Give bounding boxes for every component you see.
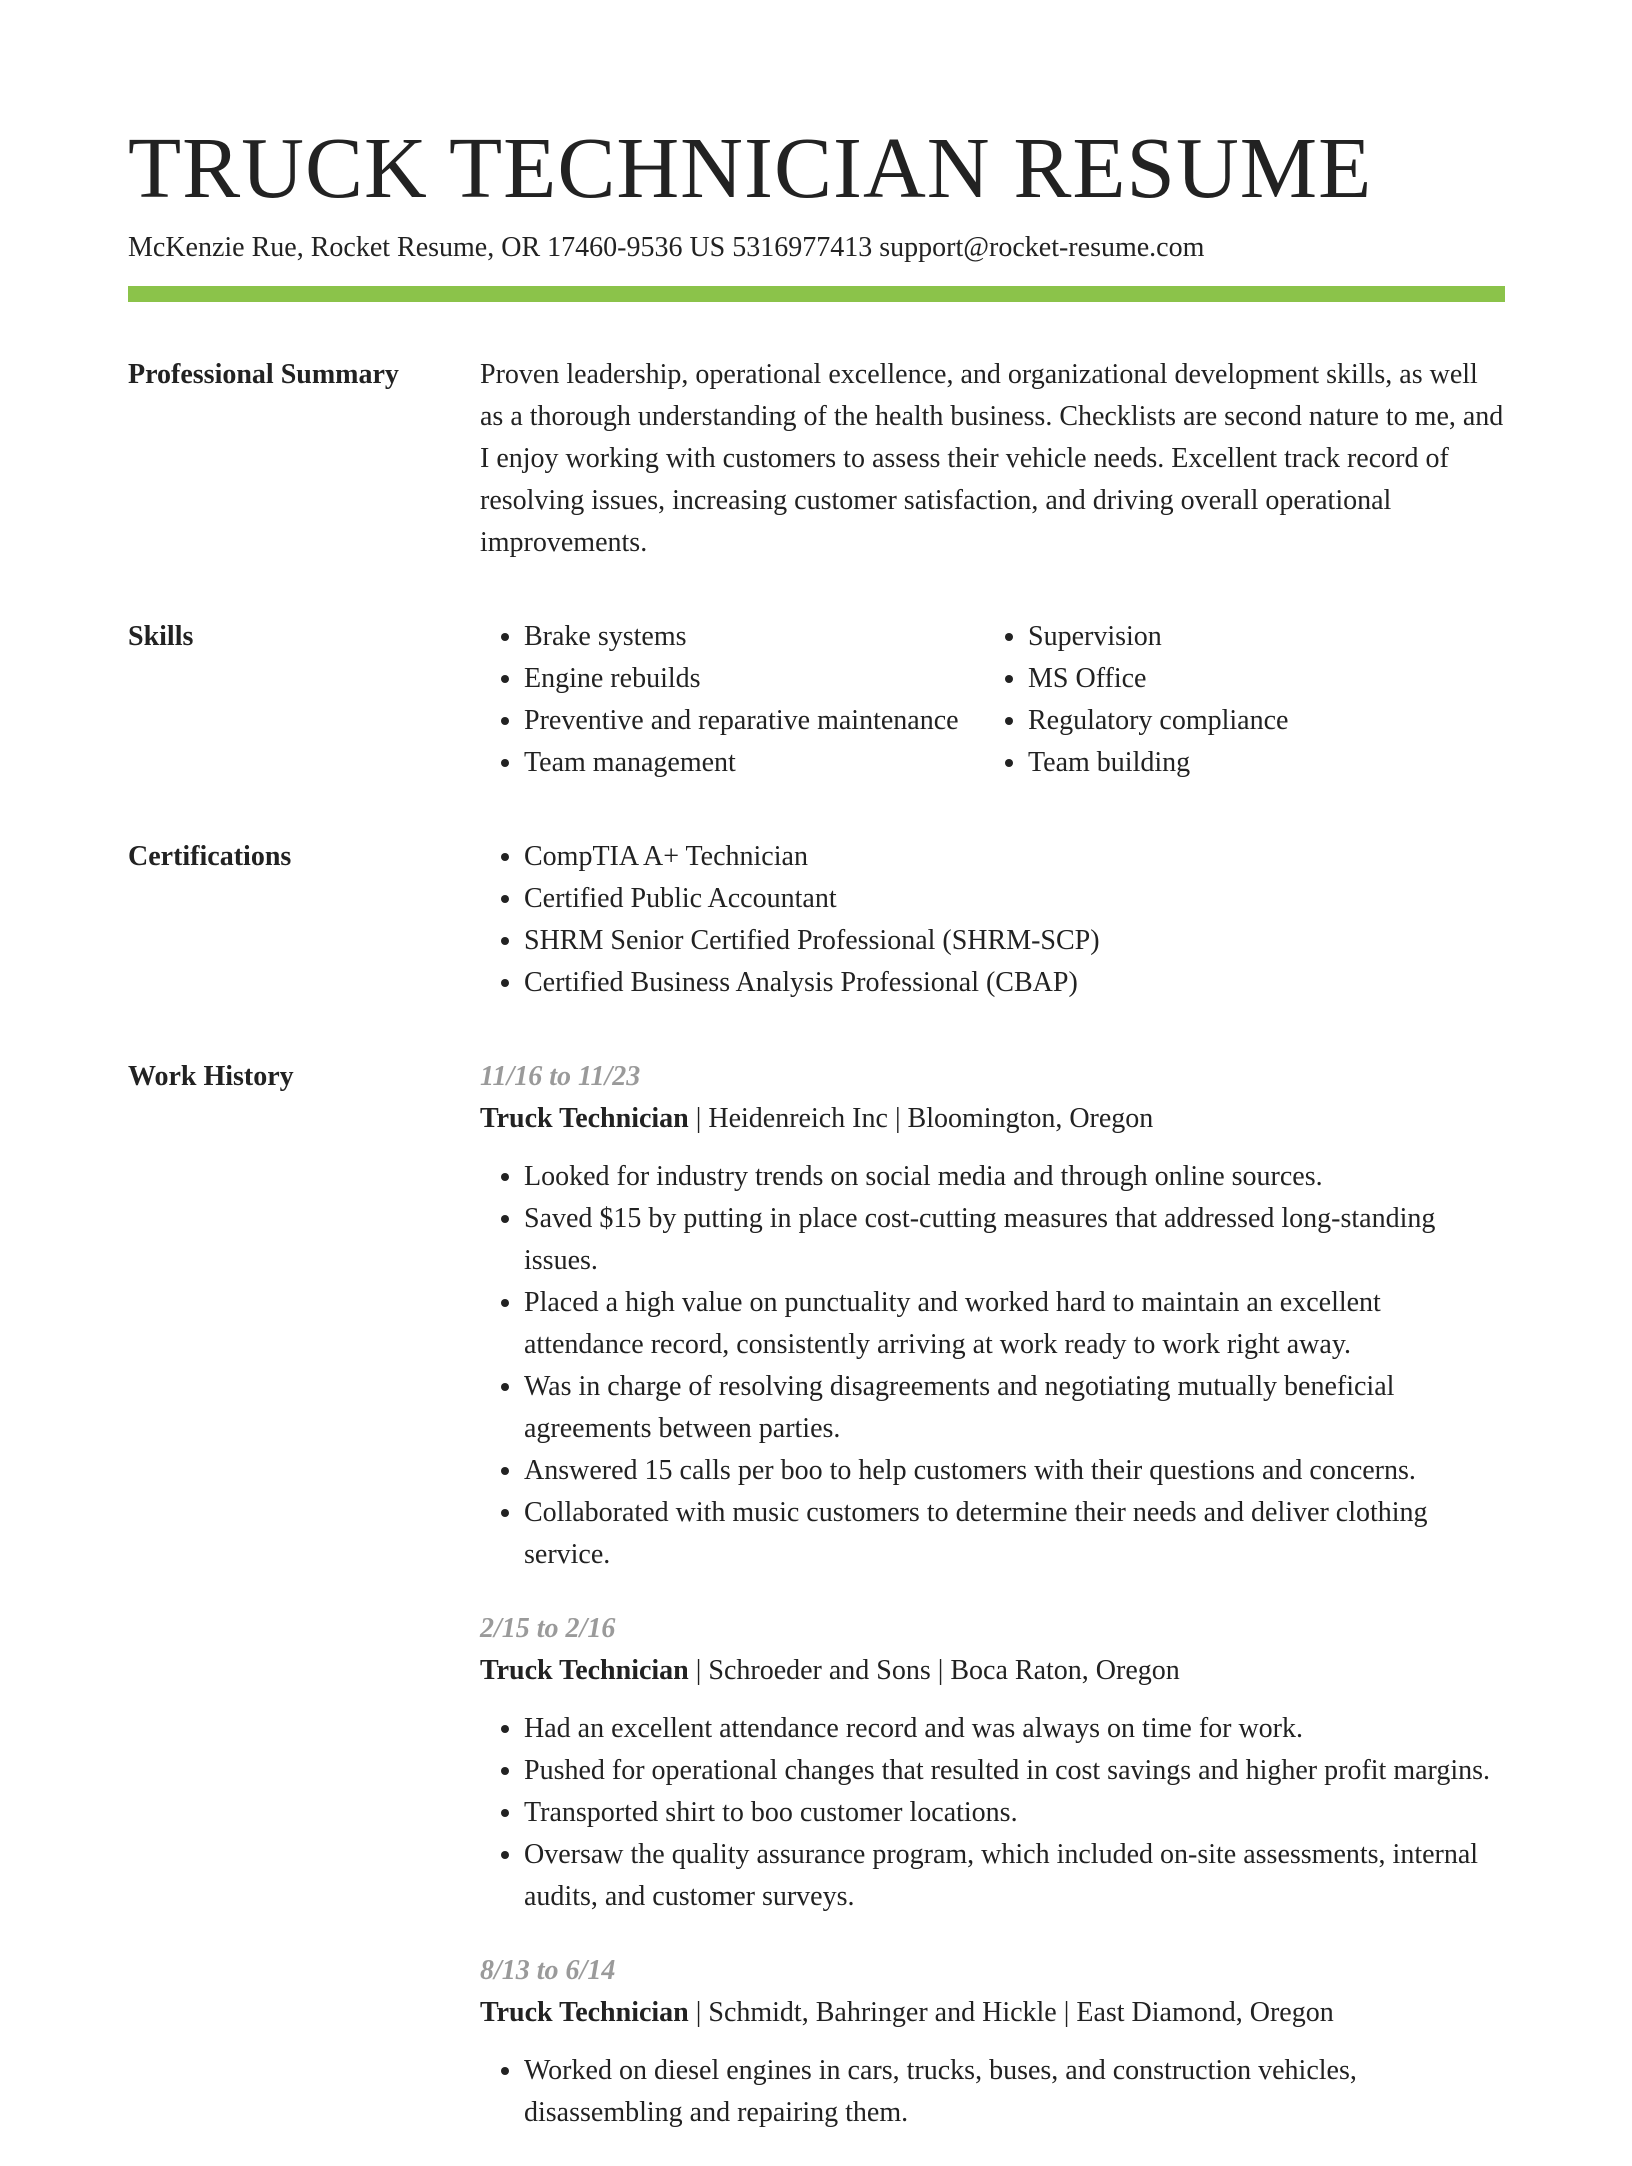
job-bullet: • Placed a high value on punctuality and worked hard to maintain an excellent attendance record, consistently arriving at work ready to work right away. [524, 1282, 1505, 1366]
certification-item: • CompTIA A+ Technician [524, 836, 1505, 878]
job-header [480, 1650, 1505, 1692]
job-details: | Schroeder and Sons | Boca Raton, Oregon [688, 1655, 1180, 1686]
job-bullet: • Collaborated with music customers to determine their needs and deliver clothing service. [524, 1492, 1505, 1576]
resume-page [128, 118, 1505, 2166]
job-details: | Schmidt, Bahringer and Hickle | East Diamond, Oregon [688, 1997, 1334, 2028]
certification-item: • Certified Business Analysis Professional (CBAP) [524, 962, 1505, 1004]
job-bullet: • Oversaw the quality assurance program, which included on-site assessments, internal audits, and customer surveys. [524, 1834, 1505, 1918]
summary-section [128, 354, 1505, 564]
job-dates: 2/15 to 2/16 [480, 1613, 616, 1644]
job-title: Truck Technician [480, 1655, 689, 1686]
skill-item: • Team building [1028, 742, 1288, 784]
summary-text: Proven leadership, operational excellence, and organizational development skills, as well as a thorough understanding of the health business. Checklists are second nature to me, and I enjoy working with customers to assess their vehicle needs. Excellent track record of resolving issues, increasing customer satisfaction, and driving overall operational improvements. [480, 359, 1504, 558]
contact-line: McKenzie Rue, Rocket Resume, OR 17460-9536 US 5316977413 support@rocket-resume.com [128, 232, 1205, 263]
job-bullets [480, 2050, 1505, 2134]
skills-list-left [480, 616, 984, 784]
accent-divider [128, 286, 1505, 302]
job-bullets [480, 1708, 1505, 1918]
work-history-section [128, 1056, 1505, 2166]
job-entry [480, 1950, 1505, 2134]
job-bullet: • Worked on diesel engines in cars, trucks, buses, and construction vehicles, disassembling and repairing them. [524, 2050, 1505, 2134]
section-label-certifications: Certifications [128, 841, 292, 872]
job-bullets [480, 1156, 1505, 1576]
section-label-skills: Skills [128, 621, 194, 652]
job-title: Truck Technician [480, 1997, 689, 2028]
certification-item: • SHRM Senior Certified Professional (SHRM-SCP) [524, 920, 1505, 962]
job-bullet: • Looked for industry trends on social media and through online sources. [524, 1156, 1505, 1198]
job-bullet: • Answered 15 calls per boo to help customers with their questions and concerns. [524, 1450, 1505, 1492]
skills-list-right [984, 616, 1288, 784]
section-label-work-history: Work History [128, 1061, 294, 1092]
section-label-summary: Professional Summary [128, 359, 399, 390]
job-entry [480, 1608, 1505, 1918]
job-bullet: • Saved $15 by putting in place cost-cutting measures that addressed long-standing issues. [524, 1198, 1505, 1282]
skill-item: • Engine rebuilds [524, 658, 984, 700]
certifications-section [128, 836, 1505, 1004]
skill-item: • Brake systems [524, 616, 984, 658]
job-dates: 11/16 to 11/23 [480, 1061, 641, 1092]
certification-item: • Certified Public Accountant [524, 878, 1505, 920]
job-header [480, 1098, 1505, 1140]
job-dates: 8/13 to 6/14 [480, 1955, 616, 1986]
skill-item: • Team management [524, 742, 984, 784]
job-entry [480, 1056, 1505, 1576]
resume-title: TRUCK TECHNICIAN RESUME [128, 119, 1373, 216]
job-title: Truck Technician [480, 1103, 689, 1134]
skill-item: • Regulatory compliance [1028, 700, 1288, 742]
skill-item: • Preventive and reparative maintenance [524, 700, 984, 742]
certifications-list [480, 836, 1505, 1004]
job-details: | Heidenreich Inc | Bloomington, Oregon [688, 1103, 1154, 1134]
skills-section [128, 616, 1505, 784]
job-header [480, 1992, 1505, 2034]
job-bullet: • Was in charge of resolving disagreements and negotiating mutually beneficial agreements between parties. [524, 1366, 1505, 1450]
skill-item: • MS Office [1028, 658, 1288, 700]
job-bullet: • Had an excellent attendance record and was always on time for work. [524, 1708, 1505, 1750]
skill-item: • Supervision [1028, 616, 1288, 658]
job-bullet: • Transported shirt to boo customer locations. [524, 1792, 1505, 1834]
job-bullet: • Pushed for operational changes that resulted in cost savings and higher profit margins. [524, 1750, 1505, 1792]
